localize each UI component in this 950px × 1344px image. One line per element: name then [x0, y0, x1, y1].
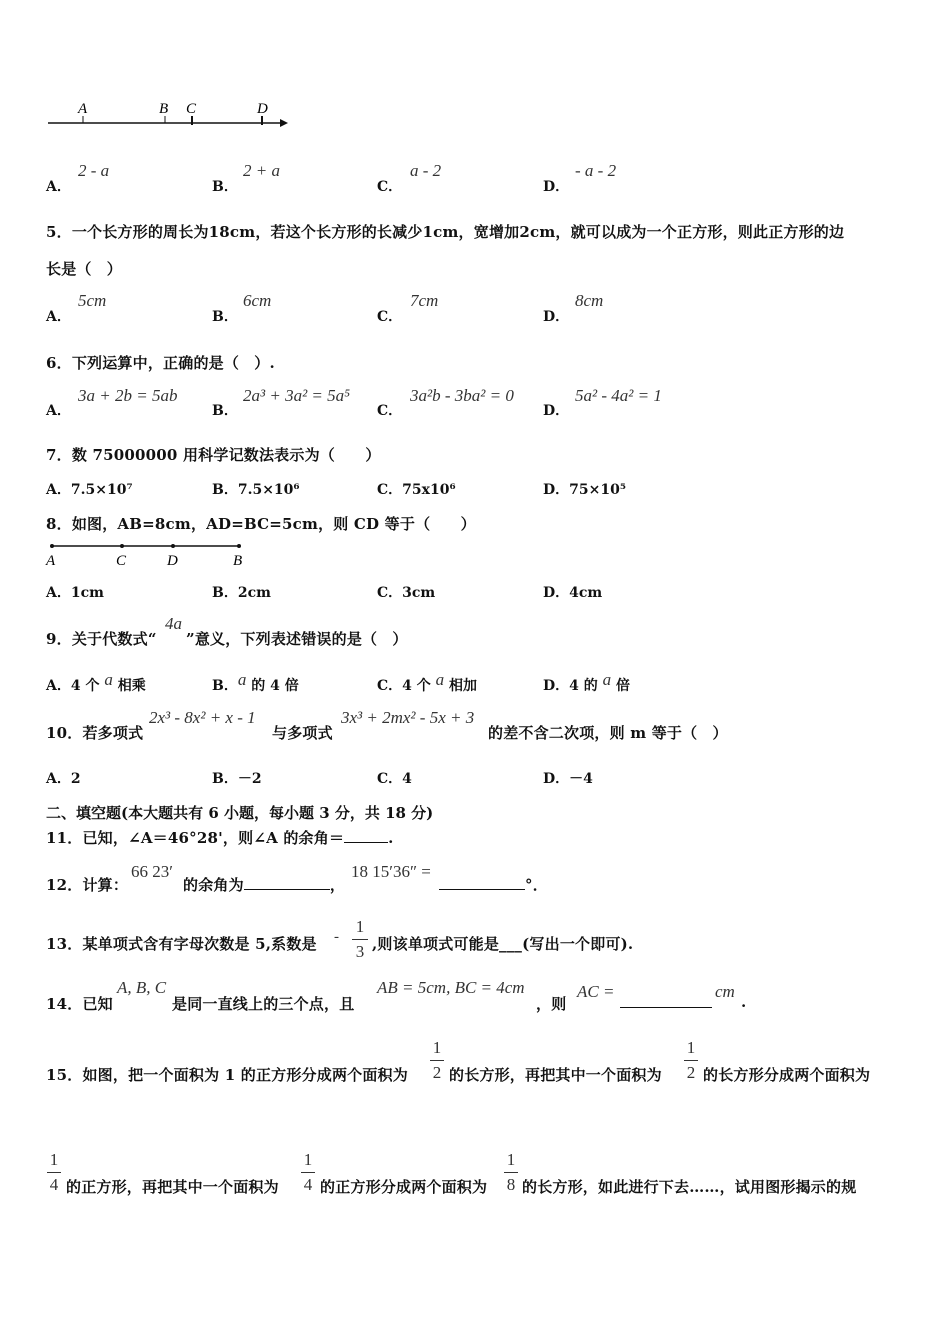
q10-option-b[interactable]: B．－2: [212, 771, 262, 787]
q10-option-d[interactable]: D．－4: [543, 771, 593, 787]
q6-option-c[interactable]: C．: [377, 403, 403, 419]
q15-fraction-half-2: 1 2: [684, 1038, 698, 1083]
point-label-c: C: [186, 101, 197, 117]
q9-text-pre: 9．关于代数式“: [46, 630, 157, 648]
q6-option-d[interactable]: D．: [543, 403, 570, 419]
q5-option-b[interactable]: B．: [212, 309, 238, 325]
point-label-d: D: [257, 101, 268, 117]
q15-text-line1a: 15．如图，把一个面积为 1 的正方形分成两个面积为: [46, 1066, 408, 1084]
seg-label-d: D: [167, 553, 178, 569]
q4-option-a[interactable]: A．: [46, 179, 71, 195]
q5-option-a[interactable]: A．: [46, 309, 71, 325]
seg-label-b: B: [233, 553, 243, 569]
q14-end: .: [741, 993, 747, 1011]
q9-option-b[interactable]: B．a 的 4 倍: [212, 670, 299, 694]
q7-option-c[interactable]: C．75x10⁶: [377, 482, 456, 498]
q10-poly1: 2x³ - 8x² + x - 1: [149, 708, 256, 727]
q15-text-line1b: 的长方形，再把其中一个面积为: [449, 1066, 662, 1084]
q11-answer-blank[interactable]: [344, 828, 388, 843]
q10-text-pre: 10．若多项式: [46, 724, 144, 742]
q8-text: 8．如图，AB=8cm，AD=BC=5cm，则 CD 等于（ ）: [46, 515, 476, 533]
q10-option-c[interactable]: C．4: [377, 771, 412, 787]
q15-fraction-quarter-1: 1 4: [47, 1150, 61, 1195]
q5-option-d-expr: 8cm: [575, 291, 604, 310]
q6-text: 6．下列运算中，正确的是（ ）.: [46, 354, 275, 372]
number-line-q4: [44, 98, 294, 132]
seg-label-c: C: [116, 553, 127, 569]
section-heading-fill-in: 二、填空题(本大题共有 6 小题，每小题 3 分，共 18 分): [46, 804, 434, 822]
q9-expr: 4a: [165, 614, 182, 633]
q9-option-d[interactable]: D．4 的 a 倍: [543, 670, 631, 694]
q6-option-d-expr: 5a² - 4a² = 1: [575, 386, 662, 405]
q10-option-a[interactable]: A．2: [46, 771, 81, 787]
q7-option-d[interactable]: D．75×10⁵: [543, 482, 626, 498]
q12-text-post: °．: [439, 874, 548, 895]
q12-text-mid: 的余角为 ，: [183, 876, 346, 894]
q6-option-b-expr: 2a³ + 3a² = 5a⁵: [243, 386, 351, 405]
q14-unit: cm: [715, 982, 735, 1001]
q4-option-d-expr: - a - 2: [575, 161, 617, 180]
q14-ac-expr: AC =: [577, 982, 615, 1001]
q5-option-d[interactable]: D．: [543, 309, 570, 325]
q5-option-c[interactable]: C．: [377, 309, 403, 325]
q4-option-c-expr: a - 2: [410, 161, 442, 180]
q15-fraction-quarter-2: 1 4: [301, 1150, 315, 1195]
q14-answer-blank[interactable]: [620, 993, 712, 1008]
q6-option-b[interactable]: B．: [212, 403, 238, 419]
q15-text-line1c: 的长方形分成两个面积为: [703, 1066, 871, 1084]
q15-text-line2c: 的长方形，如此进行下去……，试用图形揭示的规: [522, 1178, 857, 1196]
q12-answer-blank-1[interactable]: [244, 875, 330, 890]
point-label-b: B: [159, 101, 169, 117]
q13-text-post: ,则该单项式可能是___(写出一个即可).: [372, 935, 634, 953]
q14-points: A, B, C: [117, 978, 167, 997]
q14-text-then: ，则: [536, 995, 567, 1013]
seg-label-a: A: [46, 553, 56, 569]
q12-expr2: 18 15′36″ =: [351, 862, 431, 881]
q4-option-d[interactable]: D．: [543, 179, 570, 195]
q14-text-mid: 是同一直线上的三个点，且: [172, 995, 355, 1013]
q14-text-pre: 14．已知: [46, 995, 113, 1013]
q12-text-pre: 12．计算：: [46, 876, 129, 894]
q4-option-b-expr: 2 + a: [243, 161, 280, 180]
q13-fraction: 1 3: [352, 917, 368, 962]
q7-text: 7．数 75000000 用科学记数法表示为（ ）: [46, 446, 381, 464]
q15-text-line2a: 的正方形，再把其中一个面积为: [66, 1178, 279, 1196]
q14-answer: [620, 993, 712, 1012]
q6-option-c-expr: 3a²b - 3ba² = 0: [410, 386, 514, 405]
q4-option-c[interactable]: C．: [377, 179, 403, 195]
q5-option-a-expr: 5cm: [78, 291, 107, 310]
q13-minus: -: [334, 929, 339, 945]
segment-figure-q8: [44, 538, 254, 570]
q12-answer-blank-2[interactable]: [439, 875, 525, 890]
q10-text-mid: 与多项式: [272, 724, 333, 742]
q4-option-a-expr: 2 - a: [78, 161, 110, 180]
q9-option-c[interactable]: C．4 个 a 相加: [377, 670, 478, 694]
q15-text-line2b: 的正方形分成两个面积为: [320, 1178, 488, 1196]
point-label-a: A: [78, 101, 88, 117]
q15-fraction-half-1: 1 2: [430, 1038, 444, 1083]
q10-text-post: 的差不含二次项，则 m 等于（ ）: [488, 724, 728, 742]
q5-option-b-expr: 6cm: [243, 291, 272, 310]
q14-condition: AB = 5cm, BC = 4cm: [377, 978, 525, 997]
q8-option-a[interactable]: A．1cm: [46, 585, 104, 601]
q7-option-a[interactable]: A．7.5×10⁷: [46, 482, 133, 498]
q6-option-a-expr: 3a + 2b = 5ab: [78, 386, 178, 405]
q15-fraction-eighth: 1 8: [504, 1150, 518, 1195]
q8-option-d[interactable]: D．4cm: [543, 585, 603, 601]
q5-option-c-expr: 7cm: [410, 291, 439, 310]
q12-expr1: 66 23′: [131, 862, 173, 881]
q8-option-b[interactable]: B．2cm: [212, 585, 271, 601]
q9-text-post: ”意义，下列表述错误的是（ ）: [186, 630, 408, 648]
q6-option-a[interactable]: A．: [46, 403, 71, 419]
q5-text-line1: 5．一个长方形的周长为18cm，若这个长方形的长减少1cm，宽增加2cm，就可以成为一个正方形，则此正方形的边: [46, 223, 845, 241]
q11-text: 11．已知，∠A＝46°28'，则∠A 的余角＝ .: [46, 829, 394, 847]
q8-option-c[interactable]: C．3cm: [377, 585, 436, 601]
q4-option-b[interactable]: B．: [212, 179, 238, 195]
q9-option-a[interactable]: A．4 个 a 相乘: [46, 670, 146, 694]
q7-option-b[interactable]: B．7.5×10⁶: [212, 482, 300, 498]
q13-text-pre: 13．某单项式含有字母次数是 5,系数是: [46, 935, 317, 953]
q5-text-line2: 长是（ ）: [46, 260, 123, 278]
q10-poly2: 3x³ + 2mx² - 5x + 3: [341, 708, 475, 727]
